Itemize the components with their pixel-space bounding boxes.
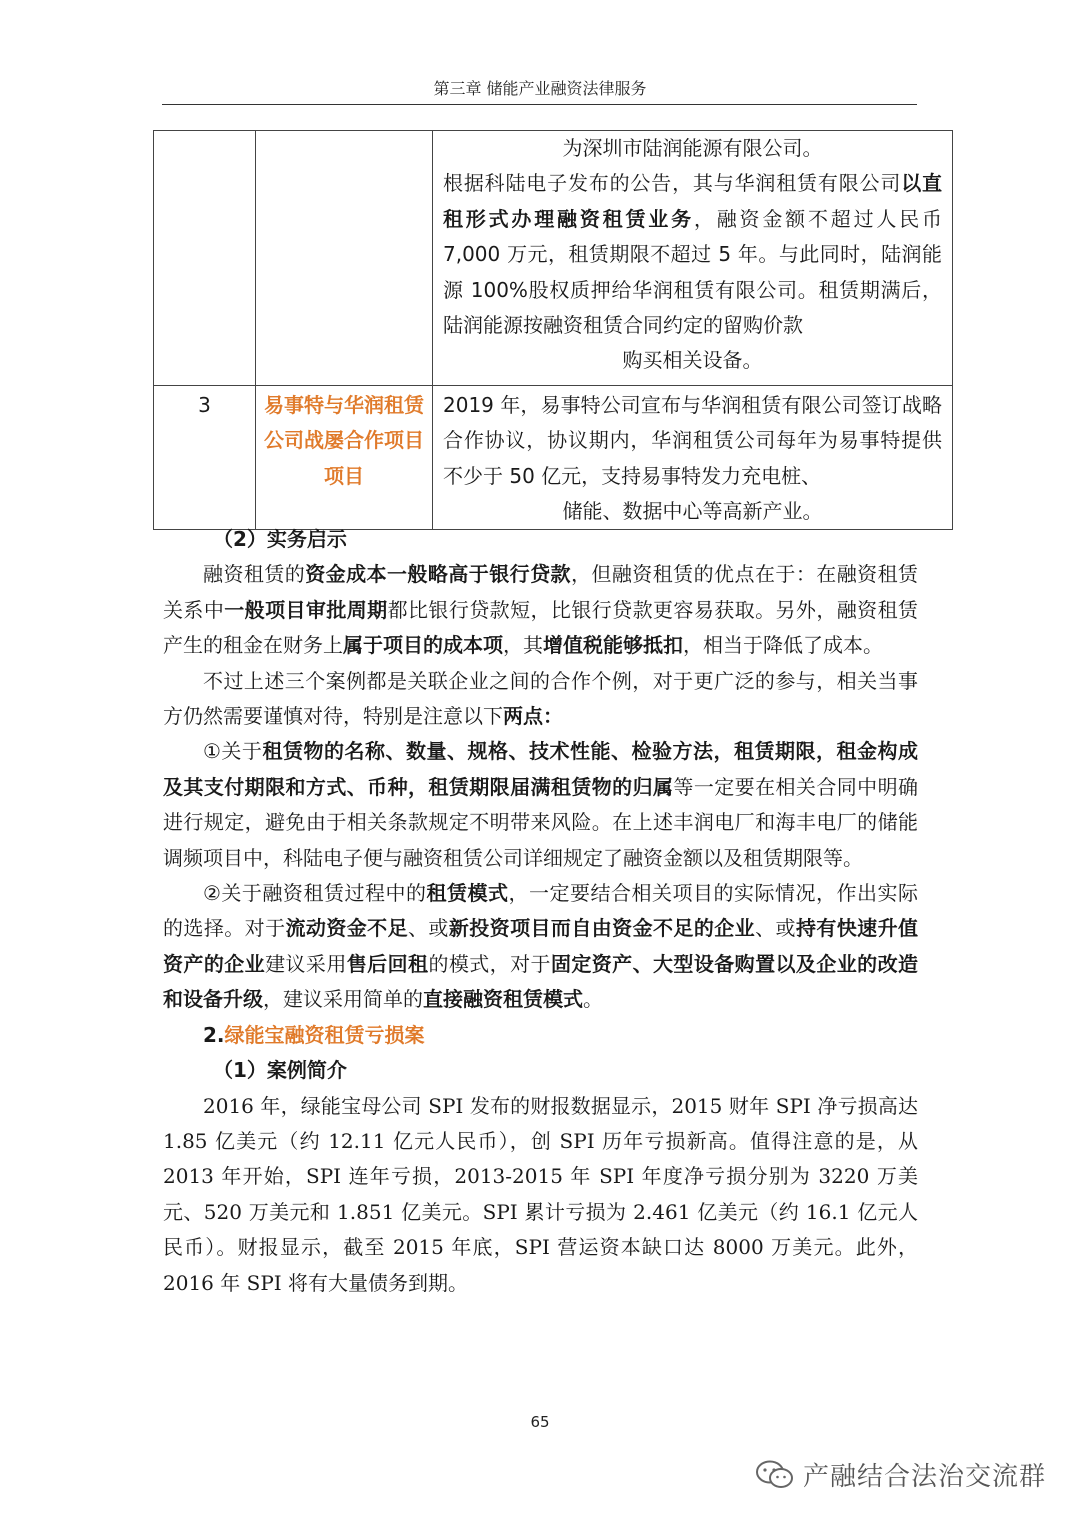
description-line: 为深圳市陆润能源有限公司。 (562, 136, 823, 160)
paragraph: 不过上述三个案例都是关联企业之间的合作个例，对于更广泛的参与，相关当事方仍然需要谨慎对待，特别是注意以下两点： (163, 668, 918, 729)
page-number: 65 (530, 1413, 550, 1431)
table-row-continued (154, 131, 953, 386)
paragraph: 2016 年，绿能宝母公司 SPI 发布的财报数据显示，2015 财年 SPI 净亏损高达 1.85 亿美元（约 12.11 亿元人民币），创 SPI 历年亏损新高。值得注意的是，从 2013 年开始，SPI 连年亏损，2013-2015 年 SPI 年度净亏损分别为 3220 万美元、520 万美元和 1.851 亿美元。SPI 累计亏损为 2.461 亿美元（约 16.1 亿元人民币）。财报显示，截至 2015 年底，SPI 营运资本缺口达 8000 万美元。此外，2016 年 SPI 将有大量债务到期。 (163, 1093, 918, 1295)
table-cell-description (433, 385, 953, 530)
watermark-text: 产融结合法治交流群 (802, 1462, 1046, 1492)
header-divider (162, 104, 917, 105)
description-line: 储能、数据中心等高新产业。 (562, 499, 823, 524)
description-line: 购买相关设备。 (622, 348, 763, 373)
sub-heading-case: （1）案例简介 (213, 1058, 347, 1083)
description-paragraph: 根据科陆电子发布的公告，其与华润租赁有限公司以直租形式办理融资租赁业务，融资金额不超过人民币 7,000 万元，租赁期限不超过 5 年。与此同时，陆润能源 100%股权质押给华润租赁有限公司。租赁期满后，陆润能源按融资租赁合同约定的留购价款 (443, 171, 943, 338)
table-cell-project-name: 易事特与华润租赁公司战屡合作项目项目 (256, 385, 433, 530)
case-table (153, 130, 953, 530)
page-header-title: 第三章 储能产业融资法律服务 (433, 79, 647, 98)
sub-heading-practice: （2）实务启示 (213, 527, 347, 551)
table-cell-number: 3 (154, 385, 256, 530)
table-cell-number-empty (154, 131, 256, 386)
paragraph: ②关于融资租赁过程中的租赁模式，一定要结合相关项目的实际情况，作出实际的选择。对于流动资金不足、或新投资项目而自由资金不足的企业、或持有快速升值资产的企业建议采用售后回租的模式，对于固定资产、大型设备购置以及企业的改造和设备升级，建议采用简单的直接融资租赁模式。 (163, 881, 919, 1012)
wechat-icon (755, 1459, 795, 1491)
bold-phrase: 以直租形式办理融资租赁业务 (443, 171, 943, 231)
paragraph: ①关于租赁物的名称、数量、规格、技术性能、检验方法，租赁期限，租金构成及其支付期限和方式、币种，租赁期限届满租赁物的归属等一定要在相关合同中明确进行规定，避免由于相关条款规定不明带来风险。在上述丰润电厂和海丰电厂的储能调频项目中，科陆电子便与融资租赁公司详细规定了融资金额以及租赁期限等。 (163, 739, 919, 870)
table-cell-name-empty (256, 131, 433, 386)
section-heading: 2.绿能宝融资租赁亏损案 (203, 1022, 425, 1047)
watermark (755, 1456, 1046, 1493)
paragraph: 融资租赁的资金成本一般略高于银行贷款，但融资租赁的优点在于：在融资租赁关系中一般项目审批周期都比银行贷款短，比银行贷款更容易获取。另外，融资租赁产生的租金在财务上属于项目的成本项，其增值税能够抵扣，相当于降低了成本。 (163, 562, 919, 658)
description-paragraph: 2019 年，易事特公司宣布与华润租赁有限公司签订战略合作协议，协议期内，华润租赁公司每年为易事特提供不少于 50 亿元，支持易事特发力充电桩、 (443, 392, 942, 488)
table-cell-description (433, 131, 953, 386)
body-text (163, 522, 918, 1301)
table-row (154, 385, 953, 530)
